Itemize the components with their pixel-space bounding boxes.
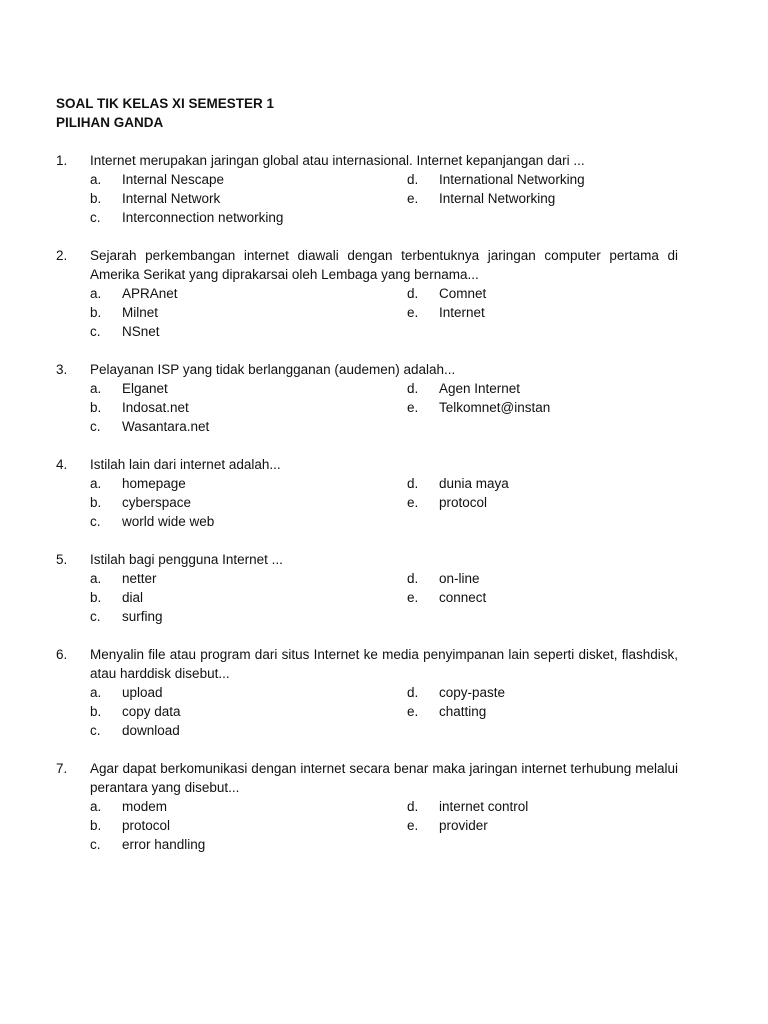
answer-options	[90, 569, 678, 626]
option-text: Internet	[439, 305, 485, 320]
option-letter: e.	[407, 305, 419, 320]
answer-option	[90, 493, 407, 512]
option-letter: a.	[90, 172, 102, 187]
option-text: Elganet	[122, 381, 168, 396]
answer-option	[90, 189, 407, 208]
option-text: homepage	[122, 476, 186, 491]
option-letter: c.	[90, 324, 101, 339]
option-letter: d.	[407, 685, 419, 700]
answer-option	[90, 835, 407, 854]
option-text: modem	[122, 799, 168, 814]
question-4	[56, 455, 678, 531]
question-5	[56, 550, 678, 626]
question-number: 4.	[56, 457, 68, 472]
option-letter: d.	[407, 571, 419, 586]
question-stem	[56, 645, 678, 683]
option-text: cyberspace	[122, 495, 192, 510]
option-text: world wide web	[122, 514, 215, 529]
answer-option	[407, 398, 690, 417]
question-3	[56, 360, 678, 436]
question-stem	[56, 455, 678, 474]
question-2	[56, 246, 678, 341]
option-text: Wasantara.net	[122, 419, 210, 434]
option-text: Comnet	[439, 286, 487, 301]
question-6	[56, 645, 678, 740]
option-letter: e.	[407, 590, 419, 605]
answer-options	[90, 170, 678, 227]
option-text: Milnet	[122, 305, 159, 320]
option-text: surfing	[122, 609, 163, 624]
question-stem	[56, 151, 678, 170]
option-letter: d.	[407, 799, 419, 814]
answer-option	[407, 474, 690, 493]
answer-option	[90, 816, 407, 835]
option-letter: e.	[407, 400, 419, 415]
option-letter: d.	[407, 381, 419, 396]
question-text: Istilah lain dari internet adalah...	[90, 457, 281, 472]
answer-option	[90, 322, 407, 341]
option-text: Internal Networking	[439, 191, 556, 206]
answer-option	[90, 702, 407, 721]
answer-option	[407, 569, 690, 588]
question-number: 2.	[56, 248, 68, 263]
option-text: Telkomnet@instan	[439, 400, 551, 415]
answer-option	[90, 379, 407, 398]
option-letter: a.	[90, 799, 102, 814]
option-text: Internal Network	[122, 191, 221, 206]
answer-option	[407, 379, 690, 398]
option-text: internet control	[439, 799, 529, 814]
answer-option	[407, 493, 690, 512]
option-letter: a.	[90, 381, 102, 396]
question-text: Sejarah perkembangan internet diawali dengan terbentuknya jaringan computer pertama di Amerika Serikat yang diprakarsai oleh Lembaga yang bernama...	[90, 248, 678, 282]
answer-option	[90, 398, 407, 417]
question-text: Agar dapat berkomunikasi dengan internet secara benar maka jaringan internet terhubung melalui perantara yang disebut...	[90, 761, 678, 795]
answer-option	[90, 208, 407, 227]
question-number: 3.	[56, 362, 68, 377]
option-letter: c.	[90, 723, 101, 738]
answer-option	[90, 474, 407, 493]
option-letter: b.	[90, 818, 102, 833]
option-letter: b.	[90, 590, 102, 605]
option-text: dial	[122, 590, 144, 605]
document-title: SOAL TIK KELAS XI SEMESTER 1	[56, 96, 275, 111]
question-1	[56, 151, 678, 227]
question-text: Pelayanan ISP yang tidak berlangganan (audemen) adalah...	[90, 362, 456, 377]
option-text: Internal Nescape	[122, 172, 225, 187]
option-letter: c.	[90, 837, 101, 852]
answer-option	[407, 189, 690, 208]
question-7	[56, 759, 678, 854]
option-letter: e.	[407, 704, 419, 719]
answer-option	[90, 569, 407, 588]
option-letter: b.	[90, 495, 102, 510]
question-stem	[56, 759, 678, 797]
option-letter: a.	[90, 571, 102, 586]
answer-option	[407, 170, 690, 189]
answer-options	[90, 284, 678, 341]
document-page	[56, 94, 678, 873]
question-number: 5.	[56, 552, 68, 567]
option-letter: e.	[407, 818, 419, 833]
answer-option	[90, 170, 407, 189]
answer-option	[90, 797, 407, 816]
option-letter: b.	[90, 400, 102, 415]
option-text: Indosat.net	[122, 400, 189, 415]
answer-option	[407, 284, 690, 303]
answer-option	[90, 284, 407, 303]
option-text: chatting	[439, 704, 487, 719]
question-text: Internet merupakan jaringan global atau internasional. Internet kepanjangan dari ...	[90, 153, 585, 168]
option-letter: d.	[407, 476, 419, 491]
answer-options	[90, 797, 678, 854]
answer-options	[90, 474, 678, 531]
option-letter: d.	[407, 286, 419, 301]
answer-option	[90, 512, 407, 531]
option-text: protocol	[439, 495, 488, 510]
answer-option	[407, 683, 690, 702]
answer-options	[90, 379, 678, 436]
question-number: 6.	[56, 647, 68, 662]
question-number: 7.	[56, 761, 68, 776]
option-text: connect	[439, 590, 487, 605]
option-text: on-line	[439, 571, 480, 586]
option-text: International Networking	[439, 172, 585, 187]
option-text: provider	[439, 818, 488, 833]
option-text: dunia maya	[439, 476, 509, 491]
option-letter: c.	[90, 514, 101, 529]
answer-option	[407, 797, 690, 816]
option-letter: b.	[90, 704, 102, 719]
question-stem	[56, 246, 678, 284]
question-list	[56, 151, 678, 854]
answer-option	[90, 303, 407, 322]
option-text: protocol	[122, 818, 171, 833]
option-text: NSnet	[122, 324, 160, 339]
option-text: copy-paste	[439, 685, 506, 700]
option-letter: c.	[90, 419, 101, 434]
option-letter: c.	[90, 210, 101, 225]
answer-option	[407, 588, 690, 607]
question-stem	[56, 360, 678, 379]
option-text: error handling	[122, 837, 206, 852]
answer-option	[90, 607, 407, 626]
option-text: Interconnection networking	[122, 210, 284, 225]
answer-option	[90, 588, 407, 607]
question-number: 1.	[56, 153, 68, 168]
answer-option	[407, 816, 690, 835]
document-subtitle: PILIHAN GANDA	[56, 115, 164, 130]
option-letter: c.	[90, 609, 101, 624]
option-text: copy data	[122, 704, 181, 719]
option-letter: a.	[90, 685, 102, 700]
option-text: netter	[122, 571, 157, 586]
option-letter: b.	[90, 305, 102, 320]
answer-option	[90, 683, 407, 702]
option-text: download	[122, 723, 180, 738]
option-text: APRAnet	[122, 286, 178, 301]
answer-option	[407, 303, 690, 322]
option-text: upload	[122, 685, 163, 700]
option-letter: a.	[90, 476, 102, 491]
answer-option	[90, 721, 407, 740]
option-letter: e.	[407, 191, 419, 206]
option-text: Agen Internet	[439, 381, 521, 396]
option-letter: d.	[407, 172, 419, 187]
option-letter: a.	[90, 286, 102, 301]
question-text: Istilah bagi pengguna Internet ...	[90, 552, 283, 567]
question-text: Menyalin file atau program dari situs Internet ke media penyimpanan lain seperti disket, flashdisk, atau harddisk disebut...	[90, 647, 678, 681]
question-stem	[56, 550, 678, 569]
option-letter: e.	[407, 495, 419, 510]
answer-option	[90, 417, 407, 436]
answer-option	[407, 702, 690, 721]
option-letter: b.	[90, 191, 102, 206]
answer-options	[90, 683, 678, 740]
